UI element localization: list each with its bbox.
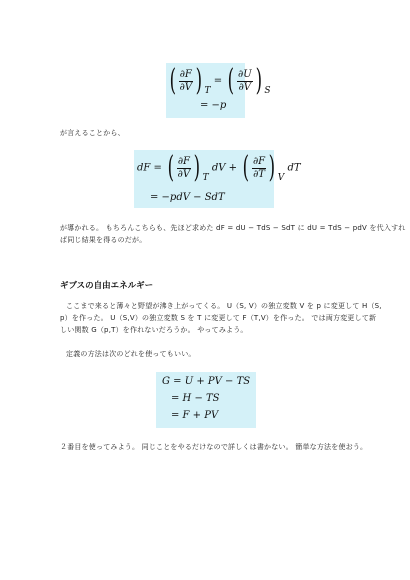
equation-2-line-1: dF = ( $\frac{\partial F}{\partial V}$ ) T dV + ( $\frac{\partial F}{\partial T}$ ) V dT xyxy=(137,150,301,185)
paragraph-1-line-1: が導かれる。 もちろんこちらも、先ほど求めた dF = dU − TdS − SdT に dU = TdS − pdV を代入すれ xyxy=(60,224,406,232)
fraction: $\frac{\partial F}{\partial T}$ xyxy=(252,155,266,180)
paragraph-3: 定義の方法は次のどれを使ってもいい。 xyxy=(66,350,196,358)
paragraph-2-line-2: p）を作った。 U（S,V）の独立変数 S を T に変更して F（T,V）を作った。 では両方変更して新 xyxy=(60,314,377,322)
paragraph-2-line-1: ここまで来ると薄々と野望が沸き上がってくる。 U（S, V）の独立変数 V を p に変更して H（S, xyxy=(66,302,382,310)
equation-3-line-1: G = U + PV − TS xyxy=(162,376,251,387)
paragraph-4: ２番目を使ってみよう。 同じことをやるだけなので詳しくは書かない。 簡単な方法を使おう。 xyxy=(60,443,368,451)
text-1: が言えることから、 xyxy=(60,129,125,137)
equation-3-line-3: = F + PV xyxy=(171,410,219,421)
fraction: $\frac{\partial F}{\partial V}$ xyxy=(179,68,192,93)
equation-1-line-2: = −p xyxy=(200,100,227,111)
equation-1-line-1: ( $\frac{\partial F}{\partial V}$ ) T = ( $\frac{\partial U}{\partial V}$ ) S xyxy=(169,63,271,98)
equation-box-2 xyxy=(134,150,301,208)
section-heading: ギブスの自由エネルギー xyxy=(60,281,154,291)
paragraph-2-line-3: しい関数 G（p,T）を作れないだろうか。 やってみよう。 xyxy=(60,326,248,334)
equation-box-1 xyxy=(166,63,271,118)
equation-3-line-2: = H − TS xyxy=(171,393,220,404)
fraction: $\frac{\partial F}{\partial V}$ xyxy=(177,155,191,180)
fraction: $\frac{\partial U}{\partial V}$ xyxy=(238,68,252,93)
equation-box-3 xyxy=(156,372,256,428)
equation-2-line-2: = −pdV − SdT xyxy=(150,192,225,203)
paragraph-1-line-2: ば同じ結果を得るのだが。 xyxy=(60,236,147,244)
